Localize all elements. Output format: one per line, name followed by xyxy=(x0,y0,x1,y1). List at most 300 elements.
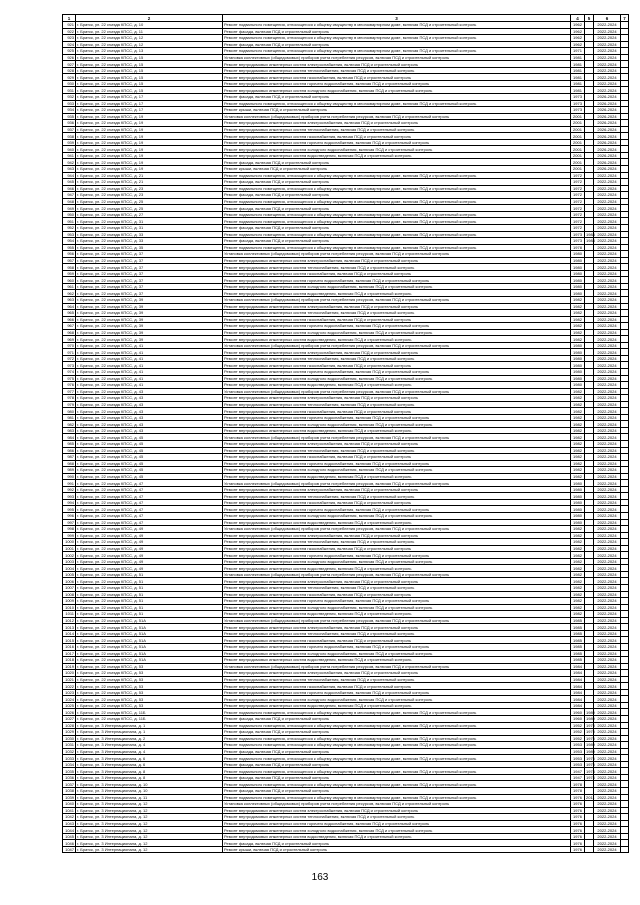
planned-period-cell: 2022-2024 xyxy=(594,611,621,618)
build-year-cell: 1972 xyxy=(571,172,585,179)
work-type-cell: Ремонт внутридомовых инженерных систем водоотведения, включая ПСД и строительный контроль xyxy=(223,833,571,840)
build-year-cell: 1972 xyxy=(571,224,585,231)
work-type-cell: Ремонт внутридомовых инженерных систем горячего водоснабжения, включая ПСД и строительный контроль xyxy=(223,323,571,330)
address-cell: г. Братск, ул. 22 съезда КПСС, д. 23 xyxy=(76,185,223,192)
address-cell: г. Братск, ул. 22 съезда КПСС, д. 51А xyxy=(76,630,223,637)
reconstruction-year-cell: 1989 xyxy=(586,748,595,754)
row-number-cell: 993 xyxy=(63,493,76,500)
row-number-cell: 1008 xyxy=(63,591,76,598)
row-number-cell: 937 xyxy=(63,126,76,133)
row-number-cell: 974 xyxy=(63,368,76,375)
row-number-cell: 975 xyxy=(63,375,76,382)
reconstruction-year-cell: 1989 xyxy=(586,742,595,748)
address-cell: г. Братск, ул. 22 съезда КПСС, д. 19 xyxy=(76,166,223,173)
address-cell: г. Братск, ул. 22 съезда КПСС, д. 19 xyxy=(76,139,223,146)
reconstruction-year-cell: 1975 xyxy=(586,735,595,741)
reconstruction-year-cell: 1975 xyxy=(586,722,595,728)
work-type-cell: Ремонт внутридомовых инженерных систем горячего водоснабжения, включая ПСД и строительный контроль xyxy=(223,139,571,146)
address-cell: г. Братск, ул. 3 Интернационала, д. 12 xyxy=(76,801,223,808)
build-year-cell: 1982 xyxy=(571,526,585,533)
address-cell: г. Братск, ул. 22 съезда КПСС, д. 47 xyxy=(76,519,223,526)
planned-period-cell: 2022-2024 xyxy=(594,283,621,290)
row-number-cell: 1034 xyxy=(63,761,76,768)
row-number-cell: 965 xyxy=(63,310,76,317)
row-number-cell: 972 xyxy=(63,355,76,362)
planned-period-cell: 2022-2024 xyxy=(594,513,621,520)
build-year-cell: 1982 xyxy=(571,473,585,480)
planned-period-cell: 2022-2024 xyxy=(594,54,621,61)
planned-period-cell: 2022-2024 xyxy=(594,447,621,454)
row-number-cell: 1023 xyxy=(63,689,76,696)
work-type-cell: Ремонт внутридомовых инженерных систем водоотведения, включая ПСД и строительный контроль xyxy=(223,382,571,389)
build-year-cell: 1981 xyxy=(571,67,585,74)
row-number-cell: 1046 xyxy=(63,840,76,847)
work-type-cell: Ремонт внутридомовых инженерных систем электроснабжения, включая ПСД и строительный контроль xyxy=(223,61,571,68)
work-type-cell: Ремонт внутридомовых инженерных систем горячего водоснабжения, включая ПСД и строительный контроль xyxy=(223,643,571,650)
reconstruction-year-cell: 1984 xyxy=(586,238,595,244)
row-number-cell: 953 xyxy=(63,231,76,238)
address-cell: г. Братск, ул. 22 съезда КПСС, д. 47 xyxy=(76,506,223,513)
work-type-cell: Ремонт подвального помещения, относящегося к общему имуществу в многоквартирном доме, включая ПСД и строительный контроль xyxy=(223,709,571,716)
build-year-cell: 1972 xyxy=(571,185,585,192)
row-number-cell: 946 xyxy=(63,185,76,192)
row-number-cell: 1006 xyxy=(63,578,76,585)
planned-period-cell: 2022-2024 xyxy=(594,323,621,330)
row-number-cell: 994 xyxy=(63,499,76,506)
build-year-cell: 1980 xyxy=(571,506,585,513)
planned-period-cell: 2022-2024 xyxy=(594,427,621,434)
address-cell: г. Братск, ул. 22 съезда КПСС, д. 45 xyxy=(76,434,223,441)
planned-period-cell: 2022-2024 xyxy=(594,362,621,369)
address-cell: г. Братск, ул. 22 съезда КПСС, д. 37 xyxy=(76,270,223,277)
address-cell: г. Братск, ул. 22 съезда КПСС, д. 51А xyxy=(76,650,223,657)
row-number-cell: 970 xyxy=(63,342,76,349)
work-type-cell: Ремонт внутридомовых инженерных систем электроснабжения, включая ПСД и строительный контроль xyxy=(223,578,571,585)
planned-period-cell: 2026-2024 xyxy=(594,152,621,159)
address-cell: г. Братск, ул. 3 Интернационала, д. 6 xyxy=(76,755,223,762)
build-year-cell: 1985 xyxy=(571,617,585,624)
work-type-cell: Установка коллективных (общедомовых) приборов учета потребления ресурсов, включая ПСД и строительный контроль xyxy=(223,526,571,533)
build-year-cell: 1962 xyxy=(571,35,585,42)
address-cell: г. Братск, ул. 3 Интернационала, д. 10 xyxy=(76,781,223,788)
work-type-cell: Ремонт внутридомовых инженерных систем теплоснабжения, включая ПСД и строительный контроль xyxy=(223,355,571,362)
row-number-cell: 1018 xyxy=(63,657,76,664)
work-type-cell: Ремонт фасада, включая ПСД и строительный контроль xyxy=(223,159,571,166)
planned-period-cell: 2022-2024 xyxy=(594,192,621,199)
work-type-cell: Ремонт фасада, включая ПСД и строительный контроль xyxy=(223,224,571,231)
planned-period-cell: 2022-2024 xyxy=(594,787,621,794)
planned-period-cell: 2022-2024 xyxy=(594,421,621,428)
planned-period-cell: 2022-2024 xyxy=(594,336,621,343)
address-cell: г. Братск, ул. 22 съезда КПСС, д. 12 xyxy=(76,41,223,48)
planned-period-cell: 2022-2024 xyxy=(594,382,621,389)
build-year-cell: 1980 xyxy=(571,499,585,506)
work-type-cell: Ремонт внутридомовых инженерных систем электроснабжения, включая ПСД и строительный контроль xyxy=(223,303,571,310)
planned-period-cell: 2022-2024 xyxy=(594,670,621,677)
column-header: 4 xyxy=(571,15,585,22)
planned-period-cell: 2022-2024 xyxy=(594,231,621,238)
work-type-cell: Установка коллективных (общедомовых) приборов учета потребления ресурсов, включая ПСД и строительный контроль xyxy=(223,388,571,395)
planned-period-cell: 2022-2024 xyxy=(594,74,621,81)
build-year-cell: 1981 xyxy=(571,74,585,81)
address-cell: г. Братск, ул. 22 съезда КПСС, д. 41 xyxy=(76,342,223,349)
work-type-cell: Ремонт внутридомовых инженерных систем теплоснабжения, включая ПСД и строительный контроль xyxy=(223,676,571,683)
address-cell: г. Братск, ул. 3 Интернационала, д. 2 xyxy=(76,735,223,742)
build-year-cell: 1976 xyxy=(571,820,585,827)
build-year-cell: 2001 xyxy=(571,152,585,159)
work-type-cell: Установка коллективных (общедомовых) приборов учета потребления ресурсов, включая ПСД и строительный контроль xyxy=(223,480,571,487)
build-year-cell: 1985 xyxy=(571,637,585,644)
address-cell: г. Братск, ул. 22 съезда КПСС, д. 21 xyxy=(76,179,223,186)
planned-period-cell: 2022-2024 xyxy=(594,598,621,605)
build-year-cell: 1980 xyxy=(571,368,585,375)
build-year-cell: 1982 xyxy=(571,454,585,461)
planned-period-cell: 2022-2024 xyxy=(594,342,621,349)
address-cell: г. Братск, ул. 22 съезда КПСС, д. 51 xyxy=(76,598,223,605)
planned-period-cell: 2022-2024 xyxy=(594,846,621,853)
work-type-cell: Ремонт внутридомовых инженерных систем теплоснабжения, включая ПСД и строительный контроль xyxy=(223,585,571,592)
program-table-page xyxy=(62,14,628,853)
row-number-cell: 943 xyxy=(63,166,76,173)
planned-period-cell: 2022-2024 xyxy=(594,585,621,592)
planned-period-cell: 2022-2024 xyxy=(594,702,621,709)
planned-period-cell: 2022-2024 xyxy=(594,35,621,42)
build-year-cell: 1978 xyxy=(571,244,585,251)
work-type-cell: Установка коллективных (общедомовых) приборов учета потребления ресурсов, включая ПСД и строительный контроль xyxy=(223,617,571,624)
work-type-cell: Ремонт внутридомовых инженерных систем газоснабжения, включая ПСД и строительный контроль xyxy=(223,270,571,277)
build-year-cell: 1981 xyxy=(571,80,585,87)
row-number-cell: 926 xyxy=(63,54,76,61)
address-cell: г. Братск, ул. 22 съезда КПСС, д. 53 xyxy=(76,702,223,709)
build-year-cell: 1960 xyxy=(571,715,585,722)
work-type-cell: Ремонт внутридомовых инженерных систем холодного водоснабжения, включая ПСД и строительный контроль xyxy=(223,283,571,290)
address-cell: г. Братск, ул. 22 съезда КПСС, д. 51А xyxy=(76,643,223,650)
row-number-cell: 925 xyxy=(63,48,76,55)
work-type-cell: Ремонт внутридомовых инженерных систем горячего водоснабжения, включая ПСД и строительный контроль xyxy=(223,820,571,827)
column-header: 6 xyxy=(594,15,621,22)
work-type-cell: Ремонт внутридомовых инженерных систем холодного водоснабжения, включая ПСД и строительный контроль xyxy=(223,513,571,520)
work-type-cell: Ремонт внутридомовых инженерных систем водоотведения, включая ПСД и строительный контроль xyxy=(223,657,571,664)
row-number-cell: 1026 xyxy=(63,709,76,716)
row-number-cell: 1033 xyxy=(63,755,76,762)
column-header: 7 xyxy=(621,15,629,22)
planned-period-cell: 2022-2024 xyxy=(594,827,621,834)
row-number-cell: 931 xyxy=(63,87,76,94)
address-cell: г. Братск, ул. 22 съезда КПСС, д. 43 xyxy=(76,388,223,395)
row-number-cell: 958 xyxy=(63,264,76,271)
row-number-cell: 945 xyxy=(63,179,76,186)
build-year-cell: 1982 xyxy=(571,604,585,611)
row-number-cell: 983 xyxy=(63,427,76,434)
build-year-cell: 1984 xyxy=(571,663,585,670)
work-type-cell: Ремонт внутридомовых инженерных систем холодного водоснабжения, включая ПСД и строительный контроль xyxy=(223,375,571,382)
row-number-cell: 954 xyxy=(63,238,76,245)
table-header-row xyxy=(63,15,629,22)
row-number-cell: 961 xyxy=(63,283,76,290)
row-number-cell: 1031 xyxy=(63,742,76,749)
build-year-cell: 1982 xyxy=(571,539,585,546)
column-header: 5 xyxy=(585,15,594,22)
build-year-cell: 1984 xyxy=(571,702,585,709)
work-type-cell: Ремонт подвального помещения, относящегося к общему имуществу в многоквартирном доме, включая ПСД и строительный контроль xyxy=(223,231,571,238)
extra-cell xyxy=(621,846,629,853)
build-year-cell: 1973 xyxy=(571,231,585,238)
planned-period-cell: 2022-2024 xyxy=(594,663,621,670)
address-cell: г. Братск, ул. 22 съезда КПСС, д. 51 xyxy=(76,571,223,578)
address-cell: г. Братск, ул. 3 Интернационала, д. 11 xyxy=(76,794,223,801)
address-cell: г. Братск, ул. 22 съезда КПСС, д. 17 xyxy=(76,94,223,101)
work-type-cell: Ремонт внутридомовых инженерных систем газоснабжения, включая ПСД и строительный контроль xyxy=(223,133,571,140)
work-type-cell: Ремонт внутридомовых инженерных систем холодного водоснабжения, включая ПСД и строительный контроль xyxy=(223,146,571,153)
work-type-cell: Ремонт внутридомовых инженерных систем теплоснабжения, включая ПСД и строительный контроль xyxy=(223,493,571,500)
address-cell: г. Братск, ул. 22 съезда КПСС, д. 39 xyxy=(76,296,223,303)
work-type-cell: Ремонт внутридомовых инженерных систем электроснабжения, включая ПСД и строительный контроль xyxy=(223,532,571,539)
work-type-cell: Ремонт фасада, включая ПСД и строительный контроль xyxy=(223,787,571,794)
planned-period-cell: 2022-2024 xyxy=(594,67,621,74)
build-year-cell: 1976 xyxy=(571,794,585,801)
planned-period-cell: 2022-2024 xyxy=(594,185,621,192)
build-year-cell: 1981 xyxy=(571,54,585,61)
row-number-cell: 1002 xyxy=(63,552,76,559)
build-year-cell: 1982 xyxy=(571,545,585,552)
planned-period-cell: 2026-2024 xyxy=(594,146,621,153)
build-year-cell: 1980 xyxy=(571,375,585,382)
build-year-cell: 1980 xyxy=(571,349,585,356)
work-type-cell: Ремонт внутридомовых инженерных систем горячего водоснабжения, включая ПСД и строительный контроль xyxy=(223,598,571,605)
address-cell: г. Братск, ул. 22 съезда КПСС, д. 19 xyxy=(76,159,223,166)
build-year-cell: 1972 xyxy=(571,205,585,212)
build-year-cell: 1962 xyxy=(571,41,585,48)
address-cell: г. Братск, ул. 3 Интернационала, д. 12 xyxy=(76,846,223,853)
build-year-cell: 2001 xyxy=(571,126,585,133)
row-number-cell: 962 xyxy=(63,290,76,297)
work-type-cell: Ремонт внутридомовых инженерных систем горячего водоснабжения, включая ПСД и строительный контроль xyxy=(223,414,571,421)
work-type-cell: Ремонт подвального помещения, относящегося к общему имуществу в многоквартирном доме, включая ПСД и строительный контроль xyxy=(223,100,571,107)
work-type-cell: Ремонт внутридомовых инженерных систем горячего водоснабжения, включая ПСД и строительный контроль xyxy=(223,552,571,559)
work-type-cell: Ремонт подвального помещения, относящегося к общему имуществу в многоквартирном доме, включая ПСД и строительный контроль xyxy=(223,768,571,775)
build-year-cell: 1982 xyxy=(571,421,585,428)
build-year-cell: 1972 xyxy=(571,179,585,186)
planned-period-cell: 2022-2024 xyxy=(594,689,621,696)
build-year-cell: 1982 xyxy=(571,434,585,441)
row-number-cell: 1012 xyxy=(63,617,76,624)
build-year-cell: 1973 xyxy=(571,238,585,245)
work-type-cell: Ремонт внутридомовых инженерных систем горячего водоснабжения, включая ПСД и строительный контроль xyxy=(223,80,571,87)
address-cell: г. Братск, ул. 3 Интернационала, д. 12 xyxy=(76,807,223,814)
row-number-cell: 939 xyxy=(63,139,76,146)
build-year-cell: 1980 xyxy=(571,290,585,297)
work-type-cell: Ремонт фасада, включая ПСД и строительный контроль xyxy=(223,748,571,755)
column-header: 2 xyxy=(76,15,223,22)
work-type-cell: Ремонт подвального помещения, относящегося к общему имуществу в многоквартирном доме, включая ПСД и строительный контроль xyxy=(223,218,571,225)
build-year-cell: 1978 xyxy=(571,781,585,788)
work-type-cell: Установка коллективных (общедомовых) приборов учета потребления ресурсов, включая ПСД и строительный контроль xyxy=(223,342,571,349)
planned-period-cell: 2022-2024 xyxy=(594,349,621,356)
row-number-cell: 999 xyxy=(63,532,76,539)
address-cell: г. Братск, ул. 22 съезда КПСС, д. 41 xyxy=(76,349,223,356)
row-number-cell: 932 xyxy=(63,94,76,101)
planned-period-cell: 2022-2024 xyxy=(594,571,621,578)
address-cell: г. Братск, ул. 22 съезда КПСС, д. 37 xyxy=(76,277,223,284)
planned-period-cell: 2022-2024 xyxy=(594,368,621,375)
build-year-cell: 2001 xyxy=(571,120,585,127)
row-number-cell: 949 xyxy=(63,205,76,212)
reconstruction-year-cell xyxy=(585,846,594,853)
work-type-cell: Ремонт внутридомовых инженерных систем водоотведения, включая ПСД и строительный контроль xyxy=(223,290,571,297)
row-number-cell: 944 xyxy=(63,172,76,179)
row-number-cell: 988 xyxy=(63,460,76,467)
planned-period-cell: 2026-2024 xyxy=(594,120,621,127)
planned-period-cell: 2022-2024 xyxy=(594,761,621,768)
build-year-cell: 1982 xyxy=(571,611,585,618)
work-type-cell: Ремонт подвального помещения, относящегося к общему имуществу в многоквартирном доме, включая ПСД и строительный контроль xyxy=(223,244,571,251)
address-cell: г. Братск, ул. 22 съезда КПСС, д. 15 xyxy=(76,74,223,81)
address-cell: г. Братск, ул. 22 съезда КПСС, д. 13 xyxy=(76,48,223,55)
planned-period-cell: 2022-2024 xyxy=(594,552,621,559)
address-cell: г. Братск, ул. 22 съезда КПСС, д. 11 xyxy=(76,28,223,35)
address-cell: г. Братск, ул. 22 съезда КПСС, д. 23 xyxy=(76,192,223,199)
build-year-cell: 1984 xyxy=(571,689,585,696)
planned-period-cell: 2022-2024 xyxy=(594,28,621,35)
planned-period-cell: 2022-2024 xyxy=(594,414,621,421)
work-type-cell: Ремонт внутридомовых инженерных систем холодного водоснабжения, включая ПСД и строительный контроль xyxy=(223,604,571,611)
work-type-cell: Ремонт внутридомовых инженерных систем газоснабжения, включая ПСД и строительный контроль xyxy=(223,499,571,506)
address-cell: г. Братск, ул. 22 съезда КПСС, д. 49 xyxy=(76,558,223,565)
address-cell: г. Братск, ул. 3 Интернационала, д. 1 xyxy=(76,729,223,736)
row-number-cell: 1000 xyxy=(63,539,76,546)
row-number-cell: 1047 xyxy=(63,846,76,853)
row-number-cell: 1041 xyxy=(63,807,76,814)
work-type-cell: Ремонт фасада, включая ПСД и строительный контроль xyxy=(223,205,571,212)
address-cell: г. Братск, ул. 22 съезда КПСС, д. 43 xyxy=(76,395,223,402)
address-cell: г. Братск, ул. 22 съезда КПСС, д. 53 xyxy=(76,676,223,683)
planned-period-cell: 2022-2024 xyxy=(594,375,621,382)
planned-period-cell: 2022-2024 xyxy=(594,224,621,231)
work-type-cell: Ремонт внутридомовых инженерных систем холодного водоснабжения, включая ПСД и строительный контроль xyxy=(223,650,571,657)
build-year-cell: 2001 xyxy=(571,139,585,146)
planned-period-cell: 2022-2024 xyxy=(594,316,621,323)
planned-period-cell: 2022-2024 xyxy=(594,270,621,277)
work-type-cell: Ремонт фасада, включая ПСД и строительный контроль xyxy=(223,94,571,101)
reconstruction-year-cell: 2011 xyxy=(586,794,595,800)
build-year-cell: 1976 xyxy=(571,833,585,840)
planned-period-cell: 2022-2024 xyxy=(594,211,621,218)
build-year-cell: 1984 xyxy=(571,676,585,683)
row-number-cell: 1015 xyxy=(63,637,76,644)
row-number-cell: 960 xyxy=(63,277,76,284)
address-cell: г. Братск, ул. 22 съезда КПСС, д. 45 xyxy=(76,467,223,474)
work-type-cell: Ремонт внутридомовых инженерных систем газоснабжения, включая ПСД и строительный контроль xyxy=(223,408,571,415)
planned-period-cell: 2022-2024 xyxy=(594,565,621,572)
planned-period-cell: 2022-2024 xyxy=(594,637,621,644)
table-body xyxy=(63,22,629,853)
work-type-cell: Ремонт фасада, включая ПСД и строительный контроль xyxy=(223,41,571,48)
build-year-cell: 1982 xyxy=(571,578,585,585)
planned-period-cell: 2022-2024 xyxy=(594,87,621,94)
planned-period-cell: 2022-2024 xyxy=(594,473,621,480)
address-cell: г. Братск, ул. 3 Интернационала, д. 10 xyxy=(76,787,223,794)
planned-period-cell: 2022-2024 xyxy=(594,329,621,336)
address-cell: г. Братск, ул. 22 съезда КПСС, д. 47 xyxy=(76,493,223,500)
row-number-cell: 968 xyxy=(63,329,76,336)
row-number-cell: 1010 xyxy=(63,604,76,611)
build-year-cell: 1982 xyxy=(571,447,585,454)
build-year-cell: 1982 xyxy=(571,591,585,598)
work-type-cell: Ремонт внутридомовых инженерных систем холодного водоснабжения, включая ПСД и строительный контроль xyxy=(223,87,571,94)
row-number-cell: 967 xyxy=(63,323,76,330)
row-number-cell: 1019 xyxy=(63,663,76,670)
address-cell: г. Братск, ул. 22 съезда КПСС, д. 15 xyxy=(76,54,223,61)
work-type-cell: Ремонт внутридомовых инженерных систем газоснабжения, включая ПСД и строительный контроль xyxy=(223,591,571,598)
address-cell: г. Братск, ул. 22 съезда КПСС, д. 45 xyxy=(76,460,223,467)
build-year-cell: 1978 xyxy=(571,787,585,794)
planned-period-cell: 2022-2024 xyxy=(594,244,621,251)
build-year-cell: 1981 xyxy=(571,87,585,94)
planned-period-cell: 2022-2024 xyxy=(594,303,621,310)
address-cell: г. Братск, ул. 22 съезда КПСС, д. 45 xyxy=(76,447,223,454)
row-number-cell: 969 xyxy=(63,336,76,343)
address-cell: г. Братск, ул. 22 съезда КПСС, д. 49 xyxy=(76,539,223,546)
address-cell: г. Братск, ул. 22 съезда КПСС, д. 41 xyxy=(76,375,223,382)
address-cell: г. Братск, ул. 22 съезда КПСС, д. 53 xyxy=(76,689,223,696)
work-type-cell: Ремонт крыши, включая ПСД и строительный контроль xyxy=(223,846,571,853)
build-year-cell: 1980 xyxy=(571,257,585,264)
address-cell: г. Братск, ул. 22 съезда КПСС, д. 45 xyxy=(76,473,223,480)
planned-period-cell: 2022-2024 xyxy=(594,264,621,271)
build-year-cell: 1982 xyxy=(571,401,585,408)
row-number-cell: 985 xyxy=(63,441,76,448)
row-number-cell: 1017 xyxy=(63,650,76,657)
address-cell: г. Братск, ул. 22 съезда КПСС, д. 19 xyxy=(76,113,223,120)
work-type-cell: Ремонт внутридомовых инженерных систем холодного водоснабжения, включая ПСД и строительный контроль xyxy=(223,467,571,474)
build-year-cell: 1952 xyxy=(571,735,585,742)
planned-period-cell: 2022-2024 xyxy=(594,22,621,29)
row-number-cell: 1029 xyxy=(63,729,76,736)
build-year-cell: 1985 xyxy=(571,624,585,631)
row-number-cell: 1043 xyxy=(63,820,76,827)
work-type-cell: Ремонт подвального помещения, относящегося к общему имуществу в многоквартирном доме, включая ПСД и строительный контроль xyxy=(223,35,571,42)
build-year-cell: 1982 xyxy=(571,427,585,434)
planned-period-cell: 2022-2024 xyxy=(594,742,621,749)
row-number-cell: 971 xyxy=(63,349,76,356)
address-cell: г. Братск, ул. 22 съезда КПСС, д. 33 xyxy=(76,238,223,245)
build-year-cell: 1953 xyxy=(571,742,585,749)
row-number-cell: 1040 xyxy=(63,801,76,808)
planned-period-cell: 2022-2024 xyxy=(594,454,621,461)
address-cell: г. Братск, ул. 22 съезда КПСС, д. 19 xyxy=(76,126,223,133)
work-type-cell: Ремонт внутридомовых инженерных систем электроснабжения, включая ПСД и строительный контроль xyxy=(223,807,571,814)
work-type-cell: Ремонт внутридомовых инженерных систем теплоснабжения, включая ПСД и строительный контроль xyxy=(223,264,571,271)
build-year-cell: 1976 xyxy=(571,814,585,821)
address-cell: г. Братск, ул. 22 съезда КПСС, д. 47 xyxy=(76,486,223,493)
build-year-cell: 1982 xyxy=(571,395,585,402)
build-year-cell: 1960 xyxy=(571,709,585,716)
work-type-cell: Ремонт внутридомовых инженерных систем водоотведения, включая ПСД и строительный контроль xyxy=(223,152,571,159)
address-cell: г. Братск, ул. 22 съезда КПСС, д. 25 xyxy=(76,205,223,212)
build-year-cell: 1980 xyxy=(571,270,585,277)
build-year-cell: 1973 xyxy=(571,107,585,114)
build-year-cell: 1984 xyxy=(571,683,585,690)
build-year-cell: 1985 xyxy=(571,650,585,657)
planned-period-cell: 2022-2024 xyxy=(594,774,621,781)
row-number-cell: 966 xyxy=(63,316,76,323)
planned-period-cell: 2022-2024 xyxy=(594,48,621,55)
build-year-cell: 1973 xyxy=(571,94,585,101)
planned-period-cell: 2022-2024 xyxy=(594,388,621,395)
row-number-cell: 956 xyxy=(63,251,76,258)
planned-period-cell: 2022-2024 xyxy=(594,657,621,664)
work-type-cell: Ремонт крыши, включая ПСД и строительный контроль xyxy=(223,107,571,114)
